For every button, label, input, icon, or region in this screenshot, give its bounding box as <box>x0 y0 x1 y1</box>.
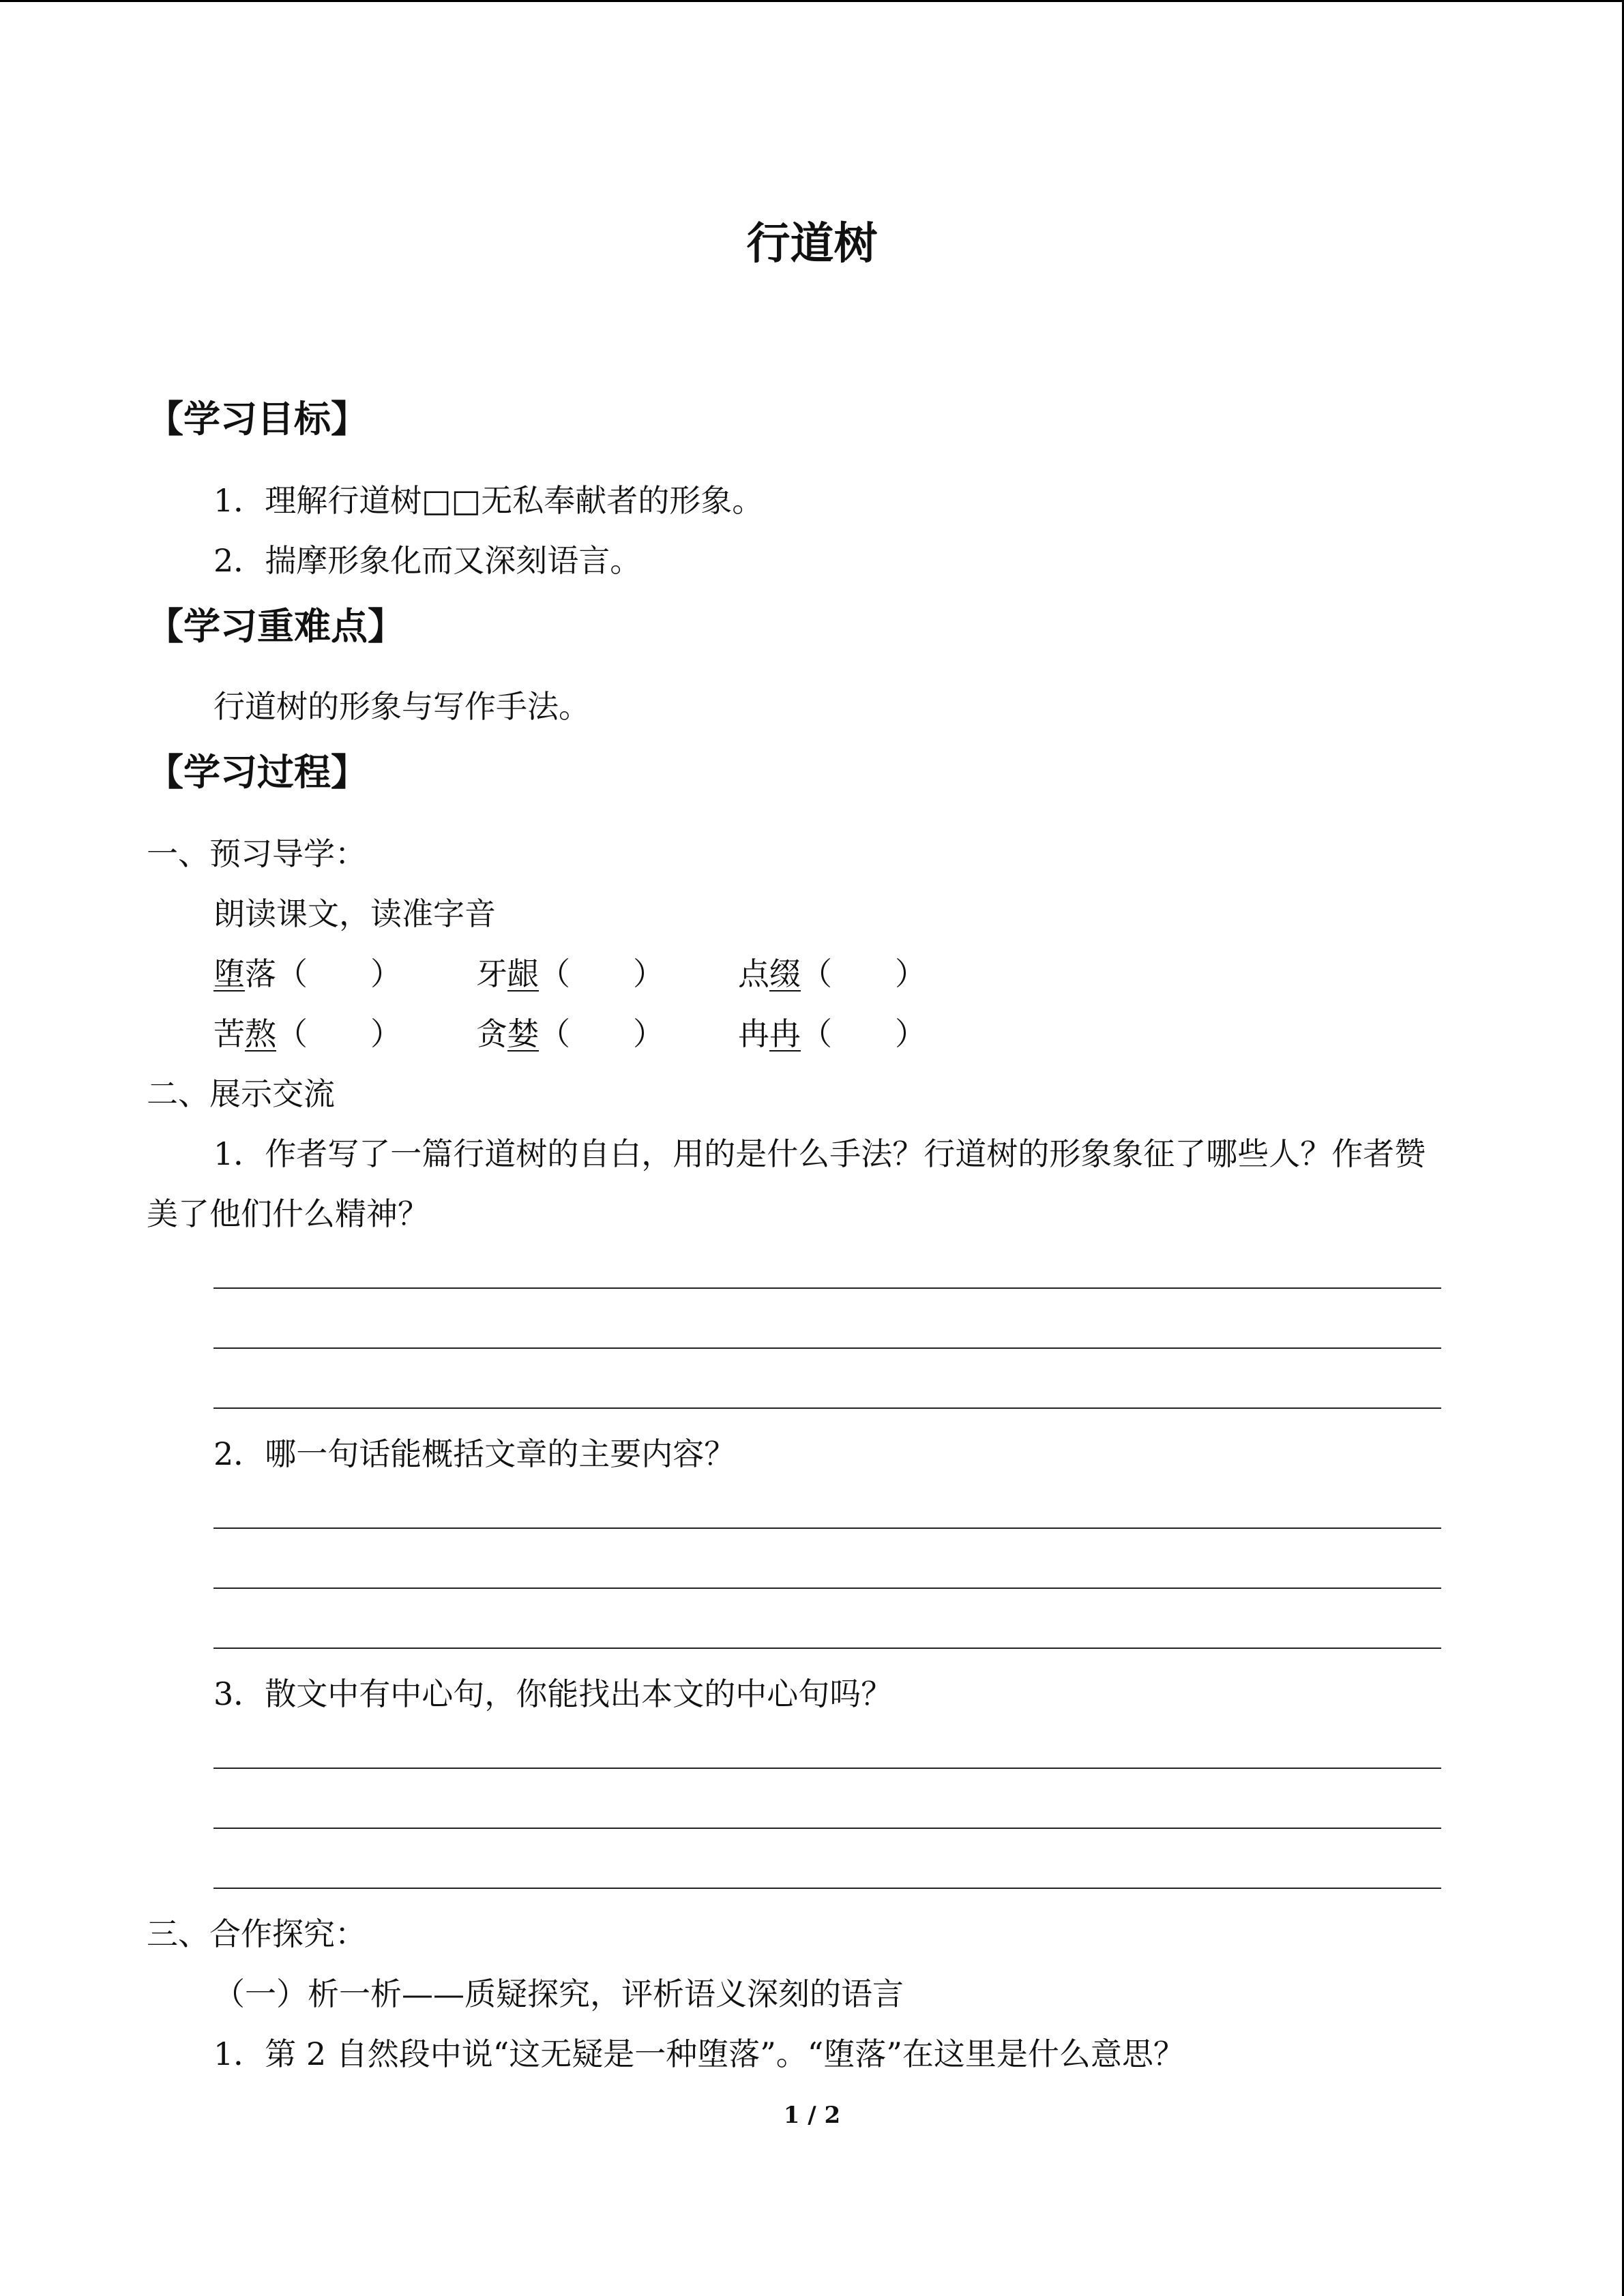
key-points-heading: 【学习重难点】 <box>147 605 404 648</box>
preview-label: 一、预习导学： <box>147 835 366 872</box>
question-1-line-2: 美了他们什么精神？ <box>147 1195 429 1232</box>
answer-line[interactable] <box>213 1407 1441 1409</box>
answer-line[interactable] <box>213 1828 1441 1829</box>
answer-line[interactable] <box>213 1527 1441 1529</box>
page-number: 1 / 2 <box>783 2102 841 2129</box>
preview-instruction: 朗读课文，读准字音 <box>213 895 496 932</box>
answer-line[interactable] <box>213 1768 1441 1769</box>
explore-label: 三、合作探究： <box>147 1915 366 1952</box>
word-item: 贪婪（ ） <box>476 1015 664 1052</box>
goal-item-1: 1．理解行道树□□无私奉献者的形象。 <box>213 482 764 519</box>
page-title: 行道树 <box>746 219 878 269</box>
goal-item-2: 2．揣摩形象化而又深刻语言。 <box>213 542 642 579</box>
question-2: 2．哪一句话能概括文章的主要内容？ <box>213 1435 736 1472</box>
answer-line[interactable] <box>213 1347 1441 1349</box>
answer-line[interactable] <box>213 1648 1441 1649</box>
exchange-label: 二、展示交流 <box>147 1075 335 1112</box>
answer-line[interactable] <box>213 1287 1441 1289</box>
question-3: 3．散文中有中心句，你能找出本文的中心句吗？ <box>213 1675 893 1712</box>
goals-heading: 【学习目标】 <box>147 398 368 441</box>
explore-subheading-1: （一）析一析——质疑探究，评析语义深刻的语言 <box>213 1976 904 2012</box>
process-heading: 【学习过程】 <box>147 751 368 794</box>
answer-line[interactable] <box>213 1587 1441 1589</box>
word-item: 冉冉（ ） <box>738 1015 926 1052</box>
word-item: 苦熬（ ） <box>213 1015 402 1052</box>
answer-line[interactable] <box>213 1888 1441 1889</box>
word-item: 点缀（ ） <box>738 955 926 992</box>
key-points-text: 行道树的形象与写作手法。 <box>213 688 590 725</box>
word-item: 牙龈（ ） <box>476 955 664 992</box>
top-border <box>0 0 1624 2</box>
question-1-line-1: 1．作者写了一篇行道树的自白，用的是什么手法？行道树的形象象征了哪些人？作者赞 <box>213 1135 1426 1172</box>
word-item: 堕落（ ） <box>213 955 402 992</box>
explore-question-1: 1．第 2 自然段中说“这无疑是一种堕落”。“堕落”在这里是什么意思？ <box>213 2036 1185 2072</box>
